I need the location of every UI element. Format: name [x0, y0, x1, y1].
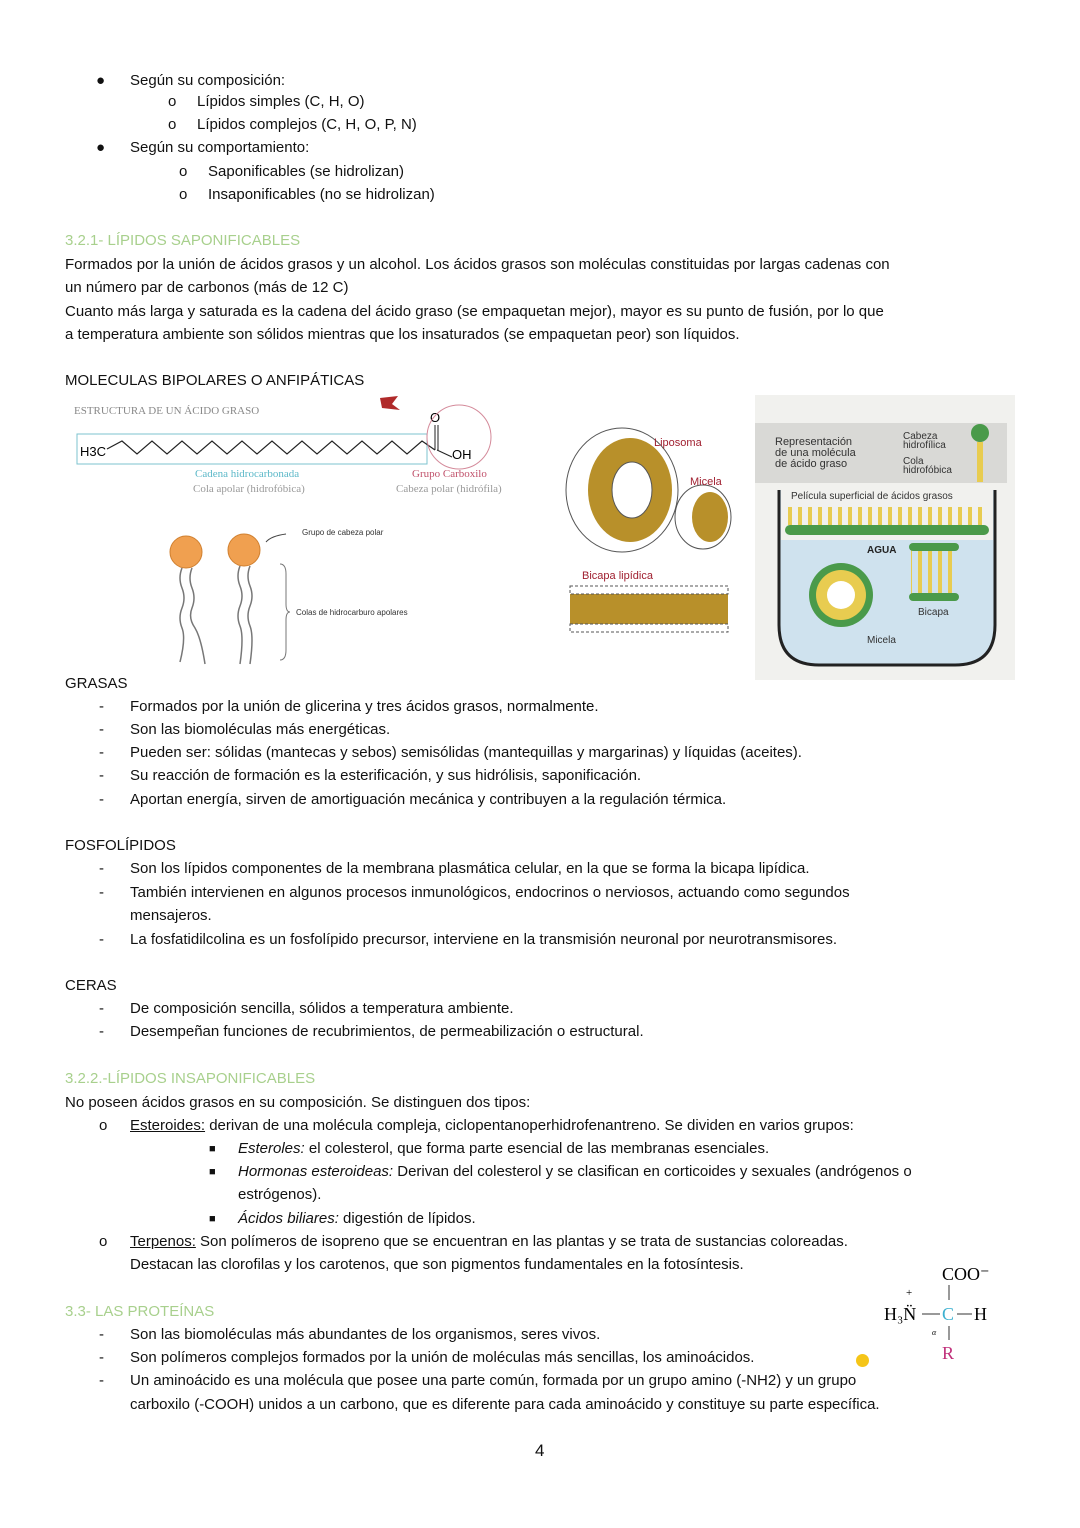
list-item: [130, 1232, 848, 1252]
list-item: Insaponificables (no se hidrolizan): [208, 186, 435, 203]
water-diagram-figure: [755, 395, 1015, 680]
amino-acid-formula: [880, 1260, 1010, 1370]
alpha-carbon: C: [942, 1304, 955, 1324]
bullet: o: [99, 1117, 108, 1134]
list-item: Según su composición:: [130, 72, 286, 89]
tail-label: Cola: [903, 456, 924, 467]
bullet: ●: [96, 139, 106, 156]
charge-label: +: [906, 1287, 913, 1299]
carbon-chain: [107, 441, 435, 454]
list-item: Son las biomoléculas más energéticas.: [130, 721, 391, 738]
item-text: el colesterol, que forma parte esencial de las membranas esenciales.: [304, 1140, 770, 1157]
list-item: Son los lípidos componentes de la membrana plasmática celular, en la que se forma la bicapa lipídica.: [130, 860, 810, 877]
micelle-label: Micela: [690, 476, 722, 488]
paragraph-line: Cuanto más larga y saturada es la cadena del ácido graso (se empaquetan mejor), mayor es su punto de fusión, por lo que: [65, 303, 884, 320]
dash: -: [99, 1000, 104, 1017]
alpha-label: α: [932, 1328, 937, 1337]
paragraph-line: No poseen ácidos grasos en su composición. Se distinguen dos tipos:: [65, 1094, 531, 1111]
item-label: Hormonas esteroideas:: [238, 1163, 394, 1180]
bilayer-heads-bottom: [570, 624, 728, 632]
list-item: [238, 1162, 912, 1182]
section-heading: 3.2.1- LÍPIDOS SAPONIFICABLES: [65, 232, 301, 249]
subheading: MOLECULAS BIPOLARES O ANFIPÁTICAS: [65, 372, 365, 389]
list-item: Desempeñan funciones de recubrimientos, de permeabilización o estructural.: [130, 1023, 644, 1040]
item-label: Ácidos biliares:: [238, 1210, 339, 1227]
film-label: Película superficial de ácidos grasos: [791, 491, 953, 502]
micelle-label: Micela: [867, 635, 896, 646]
page-number: 4: [535, 1441, 545, 1460]
tail-label: hidrofóbica: [903, 465, 952, 476]
arrow: [266, 534, 286, 542]
lipid-structures-figure: [560, 420, 745, 640]
bilayer-heads: [909, 593, 959, 601]
head-label: Cabeza: [903, 431, 938, 442]
dash: -: [99, 860, 104, 877]
subheading: FOSFOLÍPIDOS: [65, 837, 176, 854]
group-sublabel: Cabeza polar (hidrófila): [396, 483, 502, 495]
list-item: Un aminoácido es una molécula que posee una parte común, formada por un grupo amino (-NH2) y un grupo: [130, 1372, 857, 1389]
dash: -: [99, 767, 104, 784]
dash: -: [99, 744, 104, 761]
dash: -: [99, 1349, 104, 1366]
group-label: Grupo Carboxilo: [412, 468, 487, 480]
hydrogen-label: H: [974, 1304, 987, 1324]
section-heading: 3.2.2.-LÍPIDOS INSAPONIFICABLES: [65, 1070, 316, 1087]
representation-line: Representación: [775, 436, 853, 448]
bullet: o: [168, 93, 177, 110]
representation-line: de una molécula: [775, 447, 856, 459]
fatty-acid-figure: [62, 392, 542, 672]
terpenes-text: Son polímeros de isopreno que se encuentran en las plantas y se trata de sustancias coloreadas.: [195, 1233, 848, 1250]
list-item: Formados por la unión de glicerina y tres ácidos grasos, normalmente.: [130, 698, 599, 715]
brace: [280, 564, 290, 660]
item-text: digestión de lípidos.: [338, 1210, 476, 1227]
list-item-continuation: estrógenos).: [238, 1186, 322, 1203]
bullet: ●: [96, 72, 106, 89]
list-item: Son las biomoléculas más abundantes de los organismos, seres vivos.: [130, 1326, 601, 1343]
list-item: Su reacción de formación es la esterificación, y sus hidrólisis, saponificación.: [130, 767, 642, 784]
square-bullet: ■: [209, 1166, 216, 1178]
figure-title: ESTRUCTURA DE UN ÁCIDO GRASO: [74, 405, 260, 417]
lipid-bilayer: [570, 590, 728, 628]
list-item-continuation: carboxilo (-COOH) unidos a un carbono, que es diferente para cada aminoácido y constituye su parte específica.: [130, 1396, 880, 1413]
surface-film: [785, 507, 989, 535]
bilayer-label: Bicapa lipídica: [582, 570, 653, 582]
list-item: También intervienen en algunos procesos inmunológicos, endocrinos o nerviosos, actuando como segundos: [130, 884, 850, 901]
dash: -: [99, 1023, 104, 1040]
dash: -: [99, 1372, 104, 1389]
list-item: Aportan energía, sirven de amortiguación mecánica y contribuyen a la regulación térmica.: [130, 791, 727, 808]
bilayer-heads-top: [570, 586, 728, 594]
highlight-dot-icon: [856, 1354, 869, 1367]
bullet: o: [179, 163, 188, 180]
section-heading: 3.3- LAS PROTEÍNAS: [65, 1303, 215, 1320]
item-label: Esteroles:: [238, 1140, 305, 1157]
bilayer-heads: [909, 543, 959, 551]
square-bullet: ■: [209, 1143, 216, 1155]
bond: [437, 450, 452, 457]
dash: -: [99, 791, 104, 808]
representation-line: de ácido graso: [775, 458, 848, 470]
bilayer-label: Bicapa: [918, 607, 949, 618]
list-item: [238, 1209, 476, 1229]
dash: -: [99, 884, 104, 901]
tails-label: Colas de hidrocarburo apolares: [296, 608, 408, 617]
dash: -: [99, 721, 104, 738]
amino-label: H₃N̈: [884, 1304, 917, 1324]
dash: -: [99, 1326, 104, 1343]
hydrocarbon-tail: [238, 566, 252, 664]
oxygen-label: O: [430, 410, 441, 425]
liposome-label: Liposoma: [654, 437, 702, 449]
list-item: Pueden ser: sólidas (mantecas y sebos) semisólidas (mantequillas y margarinas) y líquidas (aceites).: [130, 744, 802, 761]
list-item: De composición sencilla, sólidos a temperatura ambiente.: [130, 1000, 514, 1017]
list-item: [130, 1116, 854, 1136]
list-item-continuation: mensajeros.: [130, 907, 212, 924]
list-item: Lípidos simples (C, H, O): [197, 93, 365, 110]
hydrocarbon-tail: [180, 568, 205, 664]
bilayer-drawing: [911, 545, 957, 595]
h3c-label: H3C: [80, 444, 107, 459]
steroids-label: Esteroides:: [130, 1117, 206, 1134]
list-item-continuation: Destacan las clorofilas y los carotenos, que son pigmentos fundamentales en la fotosíntesis.: [130, 1256, 744, 1273]
list-item: Según su comportamiento:: [130, 139, 310, 156]
polar-head: [228, 534, 260, 566]
subheading: CERAS: [65, 977, 117, 994]
molecule-head: [971, 424, 989, 442]
water-label: AGUA: [867, 545, 897, 556]
dash: -: [99, 698, 104, 715]
subheading: GRASAS: [65, 675, 128, 692]
bullet: o: [99, 1233, 108, 1250]
list-item: Lípidos complejos (C, H, O, P, N): [197, 116, 417, 133]
paragraph-line: a temperatura ambiente son sólidos mientras que los insaturados (se empaquetan peor) son líquidos.: [65, 326, 740, 343]
oh-label: OH: [452, 447, 472, 462]
dash: -: [99, 931, 104, 948]
chain-label: Cadena hidrocarbonada: [195, 468, 300, 480]
list-item: [238, 1139, 769, 1159]
item-text: Derivan del colesterol y se clasifican en corticoides y sexuales (andrógenos o: [393, 1163, 912, 1180]
steroids-text: derivan de una molécula compleja, ciclopentanoperhidrofenantreno. Se dividen en varios grupos:: [205, 1117, 854, 1134]
list-item: Saponificables (se hidrolizan): [208, 163, 404, 180]
molecule-tail: [977, 442, 983, 482]
polar-head: [170, 536, 202, 568]
flag-icon: [380, 396, 400, 410]
micelle-core: [692, 492, 728, 542]
bullet: o: [179, 186, 188, 203]
chain-sublabel: Cola apolar (hidrofóbica): [193, 483, 305, 495]
list-item: La fosfatidilcolina es un fosfolípido precursor, interviene en la transmisión neuronal por neurotransmisores.: [130, 931, 838, 948]
r-group-label: R: [942, 1343, 955, 1363]
list-item: Son polímeros complejos formados por la unión de moléculas más sencillas, los aminoácidos.: [130, 1349, 755, 1366]
head-label: Grupo de cabeza polar: [302, 528, 384, 537]
bullet: o: [168, 116, 177, 133]
liposome-core: [612, 462, 652, 518]
head-label: hidrofílica: [903, 440, 946, 451]
micelle-core: [827, 581, 855, 609]
carboxylate-label: COO⁻: [942, 1264, 990, 1284]
square-bullet: ■: [209, 1213, 216, 1225]
paragraph-line: un número par de carbonos (más de 12 C): [65, 279, 349, 296]
terpenes-label: Terpenos:: [130, 1233, 196, 1250]
paragraph-line: Formados por la unión de ácidos grasos y un alcohol. Los ácidos grasos son moléculas constituidas por largas cadenas con: [65, 256, 890, 273]
